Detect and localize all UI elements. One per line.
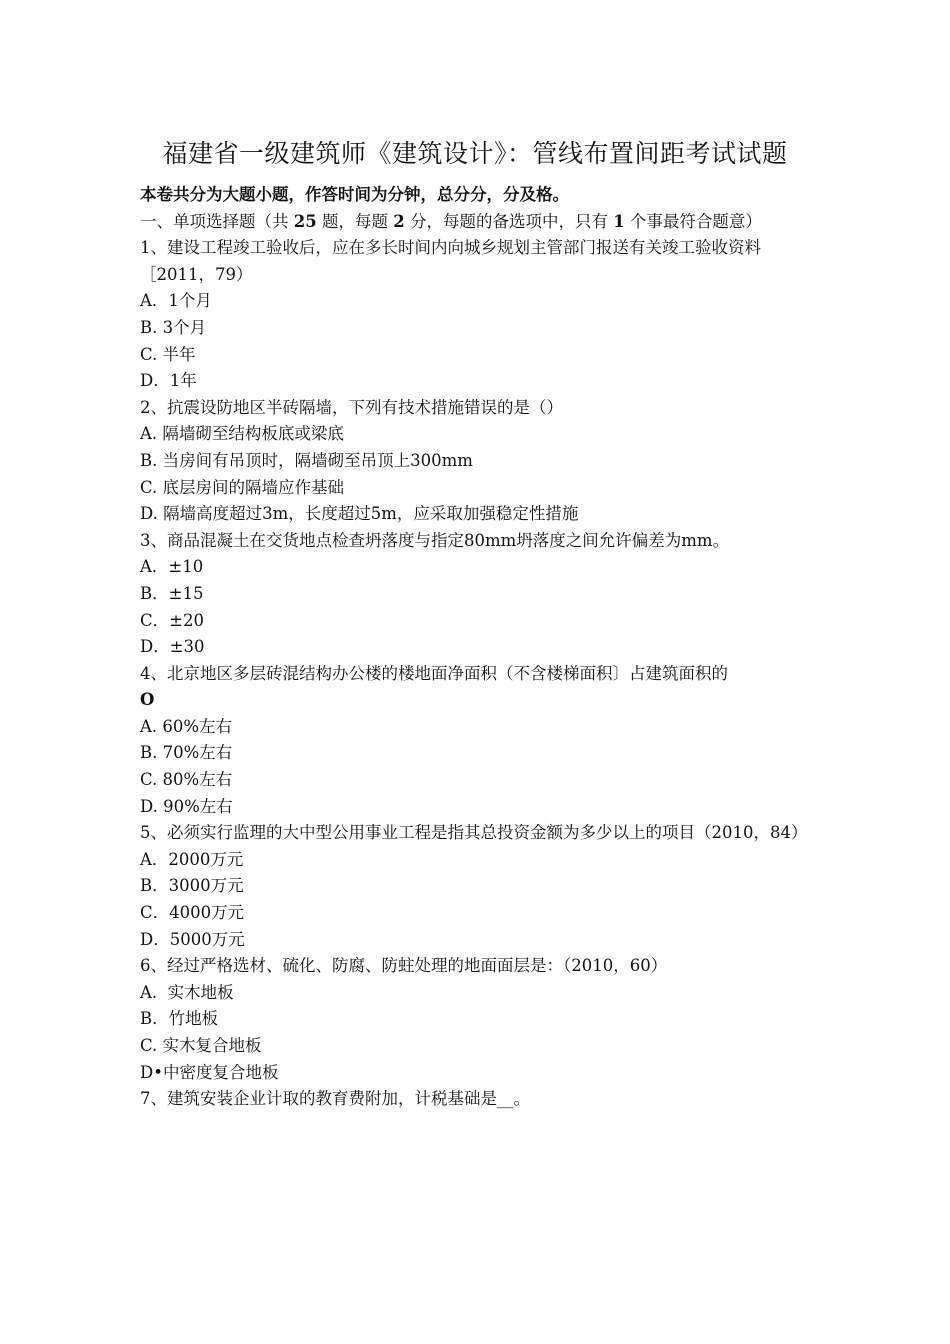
question-6-option-c: C. 实木复合地板 (140, 1036, 262, 1055)
question-3-stem: 3、商品混凝土在交货地点检查坍落度与指定80mm坍落度之间允许偏差为mm。 (140, 530, 730, 550)
question-6-option-b: B．竹地板 (140, 1009, 219, 1029)
question-2-option-d: D. 隔墙高度超过3m，长度超过5m，应采取加强稳定性措施 (140, 504, 579, 524)
question-7-stem: 7、建筑安装企业计取的教育费附加，计税基础是__。 (140, 1089, 530, 1109)
question-5-option-d: D．5000万元 (140, 929, 245, 949)
question-6-option-a: A. 实木地板 (140, 982, 234, 1002)
question-4-option-c: C. 80%左右 (140, 770, 233, 790)
question-1-stem: 1、建设工程竣工验收后，应在多长时间内向城乡规划主管部门报送有关竣工验收资料［2011，79） (140, 238, 761, 284)
question-4-option-b: B. 70%左右 (140, 743, 233, 763)
question-2-option-c: C. 底层房间的隔墙应作基础 (140, 477, 345, 497)
question-5-option-a: A．2000万元 (140, 849, 244, 869)
question-4-stem: 4、北京地区多层砖混结构办公楼的楼地面净面积（不含楼梯面积〕占建筑面积的 (140, 663, 728, 683)
question-4-option-d: D. 90%左右 (140, 796, 233, 816)
question-5-stem: 5、必须实行监理的大中型公用事业工程是指其总投资金额为多少以上的项目（2010，84） (140, 823, 808, 843)
question-3-option-c: C．±20 (140, 610, 204, 630)
question-3-option-b: B．±15 (140, 583, 204, 603)
document-title: 福建省一级建筑师《建筑设计》：管线布置间距考试试题 (162, 139, 788, 168)
section-heading: 一、单项选择题（共 25 题，每题 2 分，每题的备选项中，只有 1 个事最符合题意） (140, 211, 762, 231)
question-4-option-a: A. 60%左右 (140, 716, 233, 736)
question-5-option-c: C．4000万元 (140, 903, 245, 923)
question-1-option-b: B. 3个月 (140, 317, 207, 337)
question-1-option-a: A．1个月 (140, 291, 212, 311)
question-2-option-a: A. 隔墙砌至结构板底或梁底 (140, 424, 344, 444)
document-body (140, 182, 808, 1113)
question-1-option-c: C. 半年 (140, 344, 196, 364)
question-3-option-d: D．±30 (140, 637, 205, 657)
question-2-stem: 2、抗震设防地区半砖隔墙，下列有技术措施错误的是（） (140, 397, 563, 417)
question-4-blank-mark: O (140, 690, 155, 710)
question-1-option-d: D．1年 (140, 371, 197, 391)
question-6-stem: 6、经过严格选材、硫化、防腐、防蛀处理的地面面层是：（2010，60） (140, 956, 668, 976)
exam-intro: 本卷共分为大题小题，作答时间为分钟，总分分，分及格。 (140, 185, 569, 204)
question-6-option-d: D•中密度复合地板 (140, 1062, 279, 1082)
question-3-option-a: A．±10 (140, 557, 204, 577)
question-5-option-b: B．3000万元 (140, 876, 244, 896)
question-2-option-b: B. 当房间有吊顶时，隔墙砌至吊顶上300mm (140, 450, 473, 470)
